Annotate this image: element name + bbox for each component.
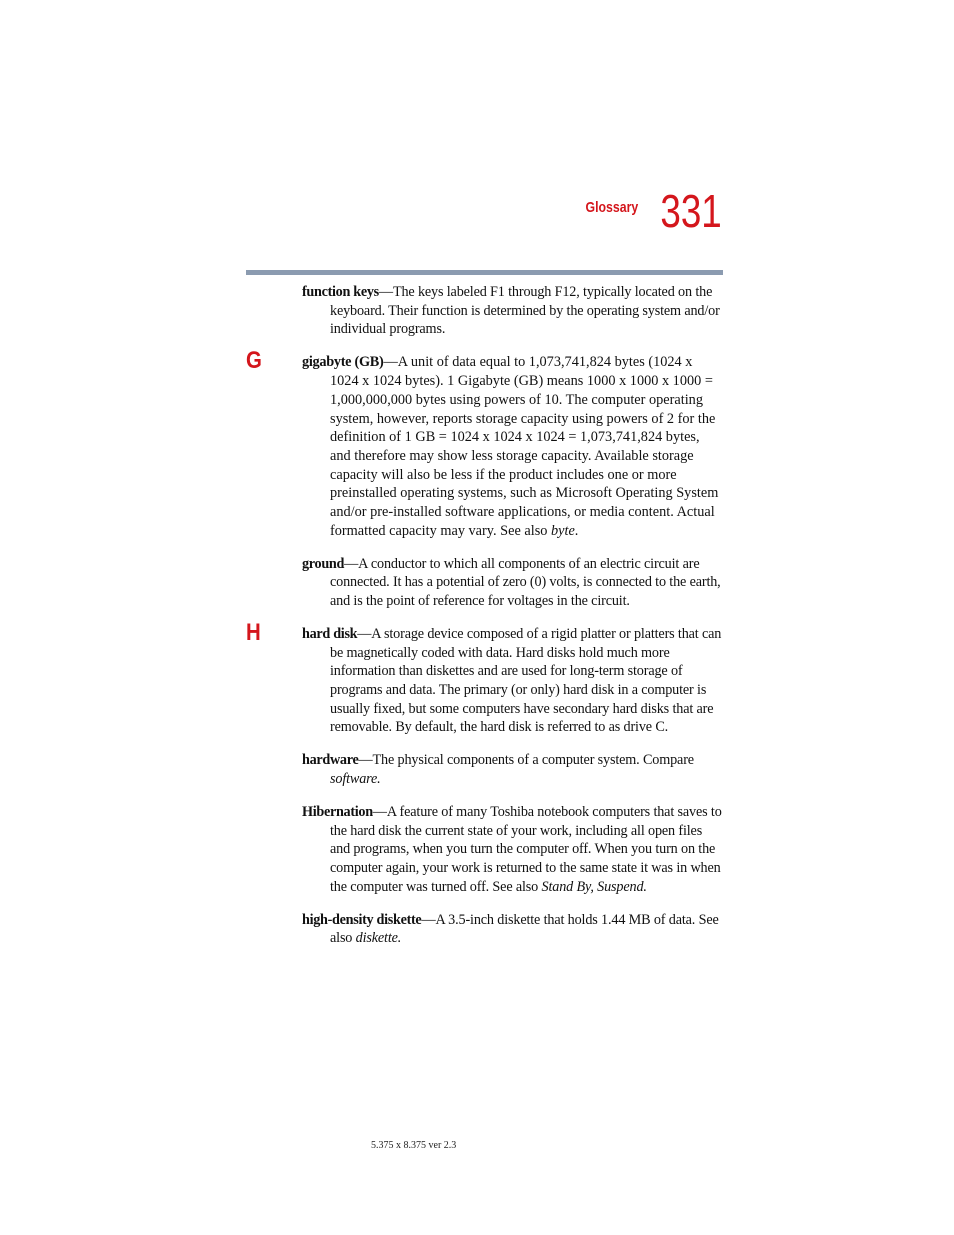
glossary-definition: —A unit of data equal to 1,073,741,824 bytes (1024 x 1024 x 1024 bytes). 1 Gigabyte (GB) means 1000 x 1000 x 1000 = 1,000,000,000 bytes using powers of 10. The computer operating system, however, reports storage capacity using powers of 2 for the definition of 1 GB = 1024 x 1024 x 1024 = 1,073,741,824 bytes, and therefore may show less storage capacity. Available storage capacity will also be less if the product includes one or more preinstalled operating systems, such as Microsoft Operating System and/or pre-installed software applications, or media content. Actual formatted capacity may vary. See also [330,354,719,539]
glossary-entry-ground [302,555,722,611]
glossary-definition: —A 3.5-inch diskette that holds 1.44 MB of data. See also [330,911,719,947]
glossary-term: gigabyte (GB) [302,354,384,371]
header-divider [246,270,723,275]
see-also-reference: Stand By, Suspend. [541,878,647,895]
glossary-entry-function-keys [302,283,722,339]
glossary-definition-end: . [574,522,579,539]
glossary-definition: —The keys labeled F1 through F12, typically located on the keyboard. Their function is determined by the operating system and/or individual programs. [330,284,720,338]
print-size-note: 5.375 x 8.375 ver 2.3 [371,1140,457,1151]
section-title: Glossary [585,199,638,216]
section-letter-g: G [246,347,262,375]
glossary-definition: —A feature of many Toshiba notebook computers that saves to the hard disk the current state of your work, including all open files and programs, when you turn the computer off. When you turn on the computer again, your work is returned to the same state it was in when the computer was turned off. See also [330,803,722,895]
glossary-term: high-density diskette [302,911,422,928]
glossary-entry-gigabyte [246,347,722,540]
compare-reference: software. [330,771,381,788]
glossary-term: hardware [302,752,359,769]
glossary-definition: —A storage device composed of a rigid platter or platters that can be magnetically coded with data. Hard disks hold much more information than diskettes and are used for long-term storage of programs and data. The primary (or only) hard disk in a computer is usually fixed, but some computers have secondary hard disks that are removable. By default, the hard disk is referred to as drive C. [330,625,722,736]
glossary-definition: —The physical components of a computer system. Compare [358,752,694,769]
see-also-reference: diskette. [355,930,402,947]
glossary-term: ground [302,555,345,572]
section-letter-h: H [246,618,261,646]
glossary-term: function keys [302,284,379,300]
glossary-entry-high-density-diskette [302,911,722,948]
glossary-entry-hard-disk [246,618,722,737]
glossary-term: Hibernation [302,803,373,820]
glossary-definition: —A conductor to which all components of an electric circuit are connected. It has a potential of zero (0) volts, is connected to the earth, and is the point of reference for voltages in the circuit. [330,555,721,610]
page-number: 331 [660,185,722,237]
glossary-entry-hibernation [302,803,722,897]
see-also-reference: byte [550,522,575,539]
glossary-term: hard disk [302,625,358,642]
glossary-entry-hardware [302,751,722,788]
glossary-entries [246,283,722,958]
